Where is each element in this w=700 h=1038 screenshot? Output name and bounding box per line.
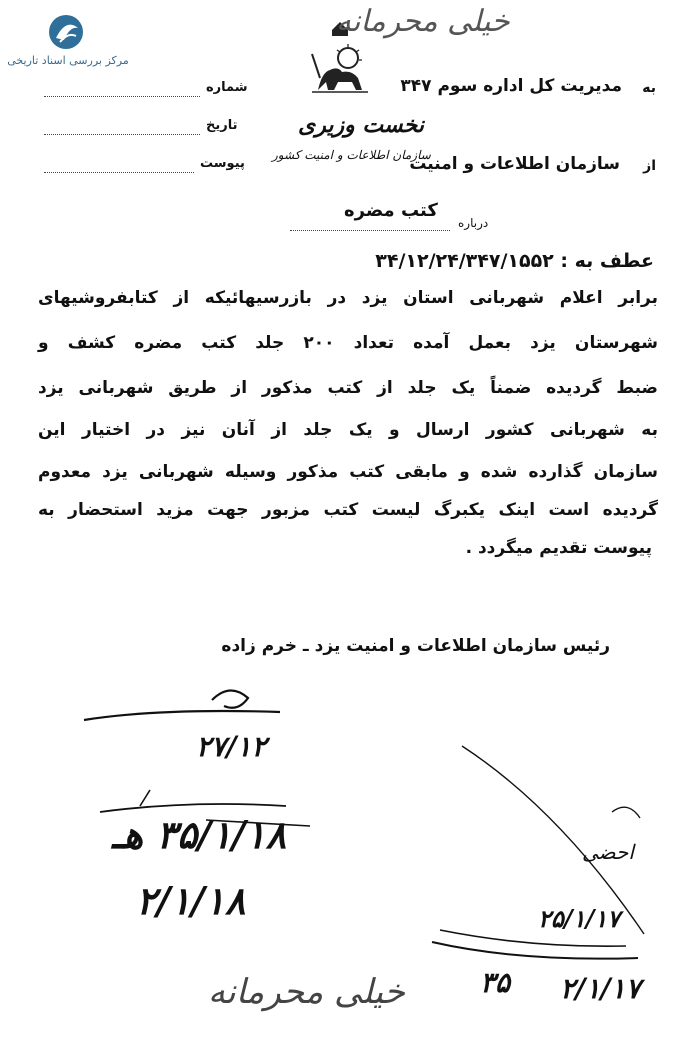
archive-logo-text: مرکز بررسی اسناد تاریخی — [7, 54, 129, 67]
reference-number: عطف به : ۳۴/۱۲/۲۴/۳۴۷/۱۵۵۲ — [375, 250, 654, 272]
to-handwritten: نخست وزیری — [298, 112, 424, 138]
from-value: سازمان اطلاعات و امنیت — [409, 154, 620, 174]
stamp-very-confidential-top: خیلی محرمانه — [336, 4, 510, 39]
body-line-2: شهرستان یزد بعمل آمده تعداد ۲۰۰ جلد کتب مضره کشف و — [38, 333, 658, 353]
body-line-4: به شهربانی کشور ارسال و یک جلد از آنان نیز در اختیار این — [38, 420, 658, 440]
annotation-left-2: ۳۵/۱/۱۸ هـ — [112, 812, 287, 857]
body-line-7: پیوست تقدیم میگردد . — [465, 538, 652, 558]
body-line-5: سازمان گذارده شده و مابقی کتب مذکور وسیله شهربانی یزد معدوم — [38, 462, 658, 482]
annotation-left-1: ۲۷/۱۲ — [196, 730, 267, 763]
annotation-right-date: ۲۵/۱/۱۷ — [538, 904, 620, 933]
from-prefix: از — [643, 158, 656, 174]
field-date-label: تاریخ — [206, 118, 238, 133]
from-handwritten: سازمان اطلاعات و امنیت کشور — [272, 148, 431, 162]
stamp-very-confidential-bottom: خیلی محرمانه — [208, 972, 405, 1012]
annotation-bottom-number-b: ۲/۱/۱۷ — [560, 972, 641, 1005]
to-value: مدیریت کل اداره سوم ۳۴۷ — [400, 76, 622, 96]
field-number-label: شماره — [206, 80, 248, 95]
subject-value: کتب مضره — [344, 200, 438, 221]
to-prefix: به — [642, 80, 656, 96]
signature-line: رئیس سازمان اطلاعات و امنیت یزد ـ خرم زاده — [221, 636, 610, 656]
body-line-1: برابر اعلام شهربانی استان یزد در بازرسیهائیکه از کتابفروشیهای — [38, 288, 658, 308]
annotation-bottom-number-a: ۳۵ — [480, 966, 511, 999]
annotation-left-3: ۲/۱/۱۸ — [136, 878, 246, 923]
field-attachment-label: پیوست — [200, 156, 245, 171]
annotation-right-word: احضی — [582, 840, 634, 864]
subject-prefix: درباره — [458, 216, 489, 230]
body-line-3: ضبط گردیده ضمناً یک جلد از کتب مذکور از طریق شهربانی یزد — [38, 378, 658, 398]
body-line-6: گردیده است اینک یکبرگ لیست کتب مزبور جهت مزید استحضار به — [38, 500, 658, 520]
